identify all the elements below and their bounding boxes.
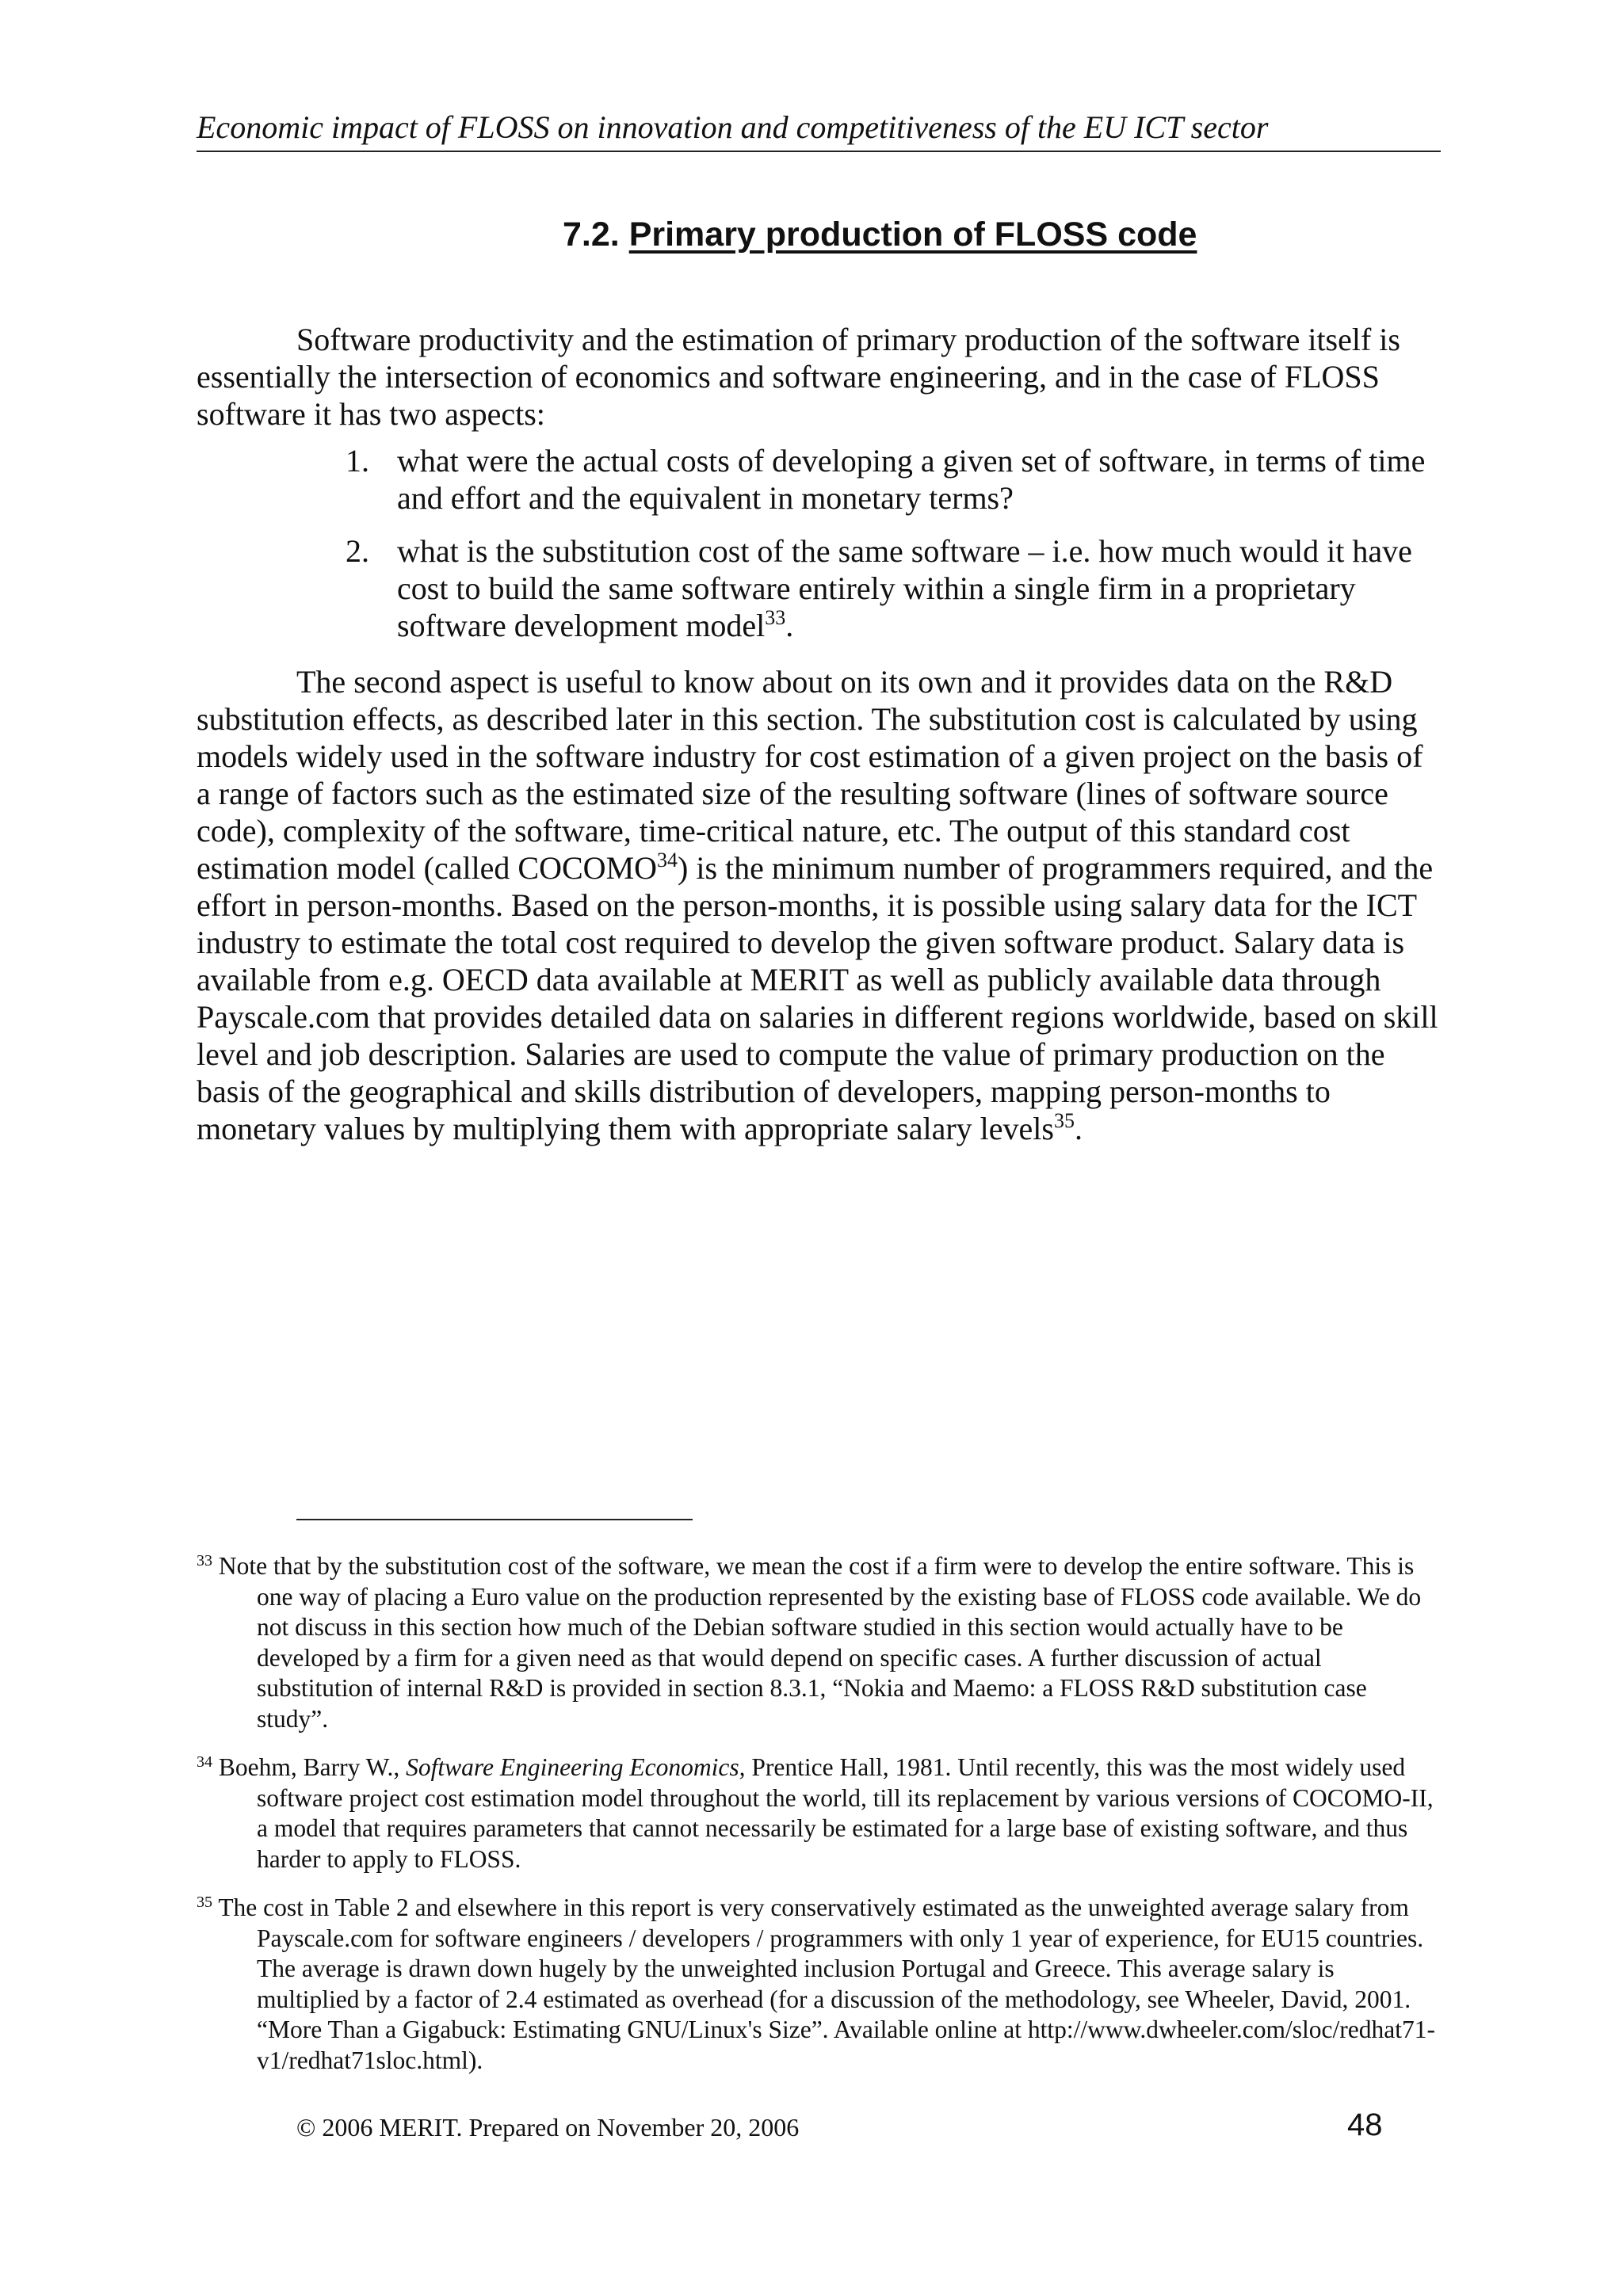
footnote-marker: 34	[197, 1753, 212, 1771]
footnote-ref-33[interactable]: 33	[765, 606, 786, 629]
footnote-ref-34[interactable]: 34	[657, 849, 678, 871]
running-header: Economic impact of FLOSS on innovation and competitiveness of the EU ICT sector	[197, 108, 1441, 152]
footnote-lead: Boehm, Barry W.,	[218, 1753, 407, 1781]
list-item	[197, 532, 1441, 644]
footnote-marker: 33	[197, 1552, 212, 1569]
list-item-end: .	[785, 608, 794, 643]
section-number: 7.2.	[563, 215, 620, 254]
body-text	[197, 321, 1441, 1147]
aspects-list	[197, 442, 1441, 644]
paragraph-text: ) is the minimum number of programmers required, and the effort in person-months. Based on the person-months, it is possible using salary data for the ICT industry to estimate the total cost required to develop the given software product. Salary data is available from e.g. OECD data available at MERIT as well as publicly available data through Payscale.com that provides detailed data on salaries in different regions worldwide, based on skill level and job description. Salaries are used to compute the value of primary production on the basis of the geographical and skills distribution of developers, mapping person-months to monetary values by multiplying them with appropriate salary levels	[197, 850, 1438, 1146]
section-title: Primary production of FLOSS code	[628, 215, 1197, 254]
page-number: 48	[1347, 2107, 1383, 2142]
footnote-book-title: Software Engineering Economics,	[406, 1753, 746, 1781]
page-footer: © 2006 MERIT. Prepared on November 20, 2006	[296, 2113, 800, 2142]
footnotes	[197, 1551, 1441, 2094]
footnote-separator	[296, 1519, 693, 1520]
footnote-ref-35[interactable]: 35	[1053, 1109, 1075, 1132]
list-item-number: 1.	[346, 443, 369, 479]
paragraph-text: The second aspect is useful to know about on its own and it provides data on the R&D substitution effects, as described later in this section. The substitution cost is calculated by using models widely used in the software industry for cost estimation of a given project on the basis of a range of factors such as the estimated size of the resulting software (lines of software source code), complexity of the software, time-critical nature, etc. The output of this standard cost estimation model (called COCOMO	[197, 664, 1423, 886]
list-item-text: what were the actual costs of developing a given set of software, in terms of time and effort and the equivalent in monetary terms?	[397, 443, 1426, 516]
paragraph-end: .	[1074, 1111, 1083, 1146]
footnote-34	[197, 1753, 1441, 1875]
list-item-number: 2.	[346, 533, 369, 569]
intro-paragraph: Software productivity and the estimation of primary production of the software itself is essentially the intersection of economics and software engineering, and in the case of FLOSS software it has two aspects:	[197, 322, 1400, 432]
substitution-paragraph	[197, 663, 1441, 1147]
list-item	[197, 442, 1441, 517]
footnote-33	[197, 1551, 1441, 1734]
footnote-text: Prentice Hall, 1981. Until recently, this was the most widely used software project cost estimation model throughout the world, till its replacement by various versions of COCOMO-II, a model that requires parameters that cannot necessarily be estimated for a large base of existing software, and thus harder to apply to FLOSS.	[257, 1753, 1434, 1873]
section-heading	[563, 212, 1197, 257]
footnote-marker: 35	[197, 1894, 212, 1911]
footnote-text: The cost in Table 2 and elsewhere in this report is very conservatively estimated as the unweighted average salary from Payscale.com for software engineers / developers / programmers with only 1 year of experience, for EU15 countries. The average is drawn down hugely by the unweighted inclusion Portugal and Greece. This average salary is multiplied by a factor of 2.4 estimated as overhead (for a discussion of the methodology, see Wheeler, David, 2001. “More Than a Gigabuck: Estimating GNU/Linux's Size”. Available online at http://www.dwheeler.com/sloc/redhat71-v1/redhat71sloc.html).	[218, 1894, 1435, 2074]
list-item-text: what is the substitution cost of the same software – i.e. how much would it have cost to build the same software entirely within a single firm in a proprietary software development model	[397, 533, 1412, 643]
footnote-text: Note that by the substitution cost of the software, we mean the cost if a firm were to develop the entire software. This is one way of placing a Euro value on the production represented by the existing base of FLOSS code available. We do not discuss in this section how much of the Debian software studied in this section would actually have to be developed by a firm for a given need as that would depend on specific cases. A further discussion of actual substitution of internal R&D is provided in section 8.3.1, “Nokia and Maemo: a FLOSS R&D substitution case study”.	[218, 1552, 1422, 1733]
footnote-35	[197, 1893, 1441, 2076]
